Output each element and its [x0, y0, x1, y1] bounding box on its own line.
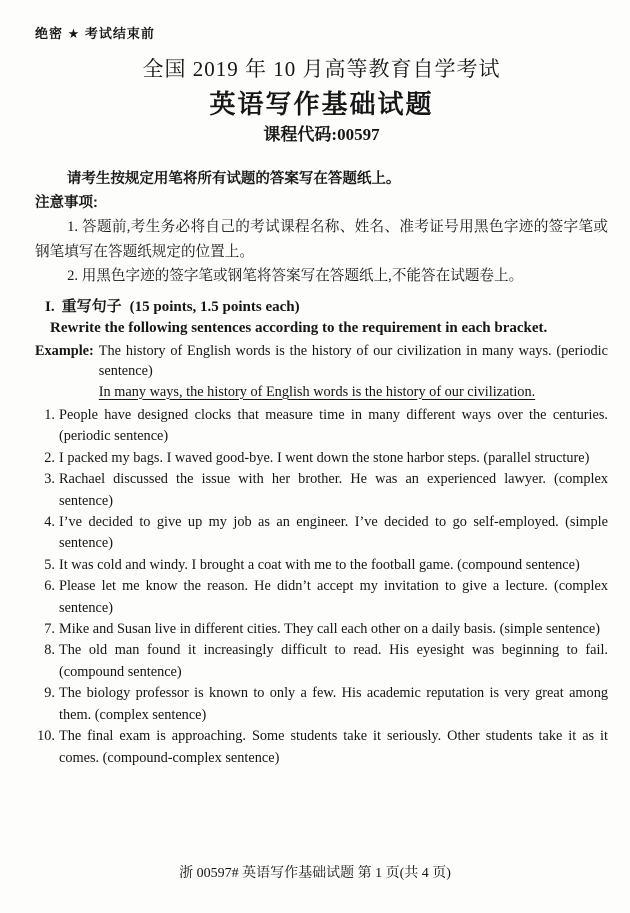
question-number: 3. — [44, 471, 55, 488]
question-text: It was cold and windy. I brought a coat with me to the football game. (compound sentence) — [59, 556, 580, 573]
question-item-6 — [35, 576, 608, 619]
section-heading — [35, 297, 608, 318]
question-number: 9. — [44, 685, 55, 702]
section-number: I. — [45, 298, 55, 315]
question-text: Please let me know the reason. He didn’t accept my invitation to give a lecture. (complex sentence) — [59, 578, 608, 616]
question-number: 1. — [44, 407, 55, 423]
question-number: 10. — [37, 728, 55, 745]
section-points: (15 points, 1.5 points each) — [129, 298, 300, 315]
question-text: The biology professor is known to only a few. His academic reputation is very great among them. (complex sentence) — [59, 685, 608, 723]
notice-intro: 请考生按规定用笔将所有试题的答案写在答题纸上。 — [66, 171, 401, 187]
question-text: The final exam is approaching. Some students take it seriously. Other students take it as it comes. (compound-complex sentence) — [59, 728, 608, 766]
question-text: Rachael discussed the issue with her brother. He was an experienced lawyer. (complex sentence) — [59, 471, 608, 509]
question-number: 5. — [44, 556, 55, 573]
question-item-3 — [35, 469, 608, 512]
page-footer: 浙 00597# 英语写作基础试题 第 1 页(共 4 页) — [179, 866, 451, 881]
question-item-4 — [35, 512, 608, 555]
question-item-2 — [35, 448, 608, 469]
question-item-1 — [35, 405, 608, 448]
question-item-10 — [35, 726, 608, 769]
question-number: 4. — [44, 514, 55, 531]
example-answer: In many ways, the history of English words is the history of our civilization. — [98, 383, 536, 400]
classification-label: 绝密 ★ 考试结束前 — [35, 26, 155, 41]
question-text: People have designed clocks that measure time in many different ways over the centuries. (periodic sentence) — [59, 407, 608, 445]
course-code: 课程代码:00597 — [263, 125, 380, 144]
section-directive: Rewrite the following sentences according to the requirement in each bracket. — [50, 319, 548, 336]
notice-item-1: 1. 答题前,考生务必将自己的考试课程名称、姓名、准考证号用黑色字迹的签字笔或钢笔填写在答题纸规定的位置上。 — [35, 219, 608, 260]
question-text: Mike and Susan live in different cities. They call each other on a daily basis. (simple sentence) — [59, 621, 600, 638]
notice-heading: 注意事项: — [35, 195, 98, 211]
question-number: 2. — [44, 449, 55, 466]
question-list — [35, 405, 608, 769]
question-item-9 — [35, 683, 608, 726]
question-number: 7. — [44, 621, 55, 638]
exam-session-title: 全国 2019 年 10 月高等教育自学考试 — [142, 57, 501, 81]
exam-subject-title: 英语写作基础试题 — [209, 89, 434, 119]
question-number: 6. — [44, 578, 55, 595]
question-item-7 — [35, 619, 608, 640]
question-item-5 — [35, 555, 608, 576]
example-body — [99, 341, 608, 403]
question-number: 8. — [44, 642, 55, 659]
example-block — [35, 341, 608, 403]
example-label: Example: — [35, 342, 94, 359]
question-text: The old man found it increasingly difficult to read. His eyesight was beginning to fail. (compound sentence) — [59, 642, 608, 680]
question-item-8 — [35, 640, 608, 683]
question-text: I packed my bags. I waved good-bye. I went down the stone harbor steps. (parallel structure) — [59, 449, 590, 466]
example-prompt: The history of English words is the history of our civilization in many ways. (periodic sentence) — [98, 342, 608, 379]
notice-item-2: 2. 用黑色字迹的签字笔或钢笔将答案写在答题纸上,不能答在试题卷上。 — [67, 268, 524, 284]
section-title-cn: 重写句子 — [61, 298, 122, 315]
question-text: I’ve decided to give up my job as an engineer. I’ve decided to go self-employed. (simple sentence) — [59, 514, 608, 552]
